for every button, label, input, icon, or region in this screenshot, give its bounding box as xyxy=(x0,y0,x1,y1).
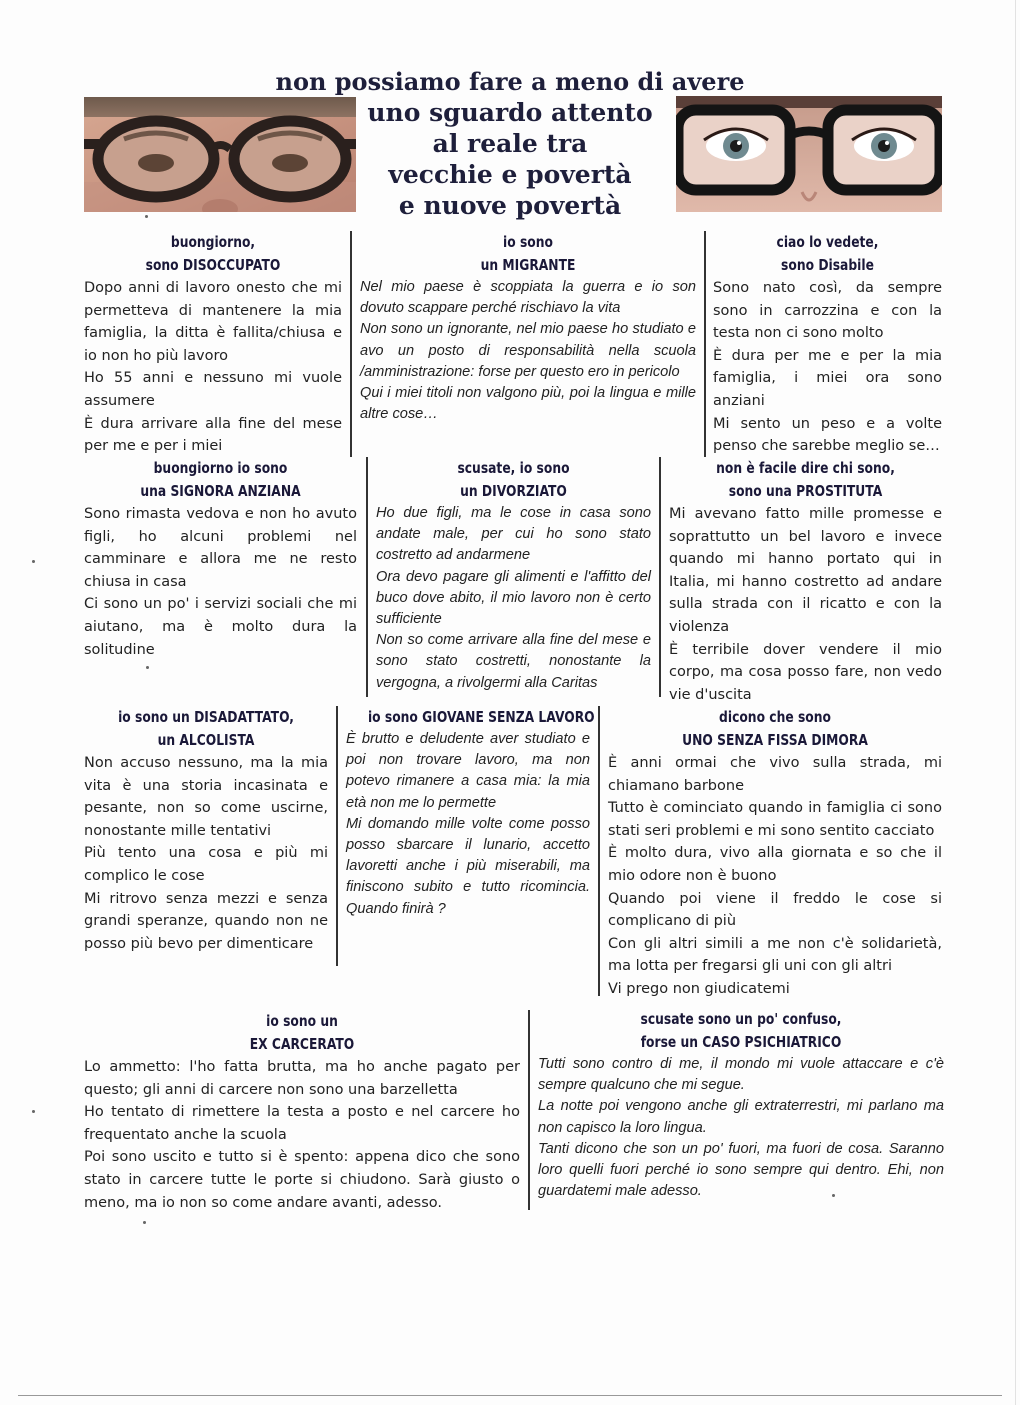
title-line-3: al reale tra xyxy=(432,129,588,158)
card-psichiatrico-head1: scusate sono un po' confuso, xyxy=(640,1010,842,1028)
card-prostituta xyxy=(669,457,942,706)
scan-speck xyxy=(145,215,148,218)
card-giovane-head1: io sono GIOVANE SENZA LAVORO xyxy=(367,708,595,726)
card-anziana-head1: buongiorno io sono xyxy=(153,459,288,477)
scan-speck xyxy=(32,560,35,563)
page-right-edge xyxy=(1015,0,1016,1405)
card-disoccupato-head2: sono DISOCCUPATO xyxy=(145,256,281,274)
card-psichiatrico-head2: forse un CASO PSICHIATRICO xyxy=(640,1033,842,1051)
card-carcerato-head2: EX CARCERATO xyxy=(249,1035,355,1053)
divider xyxy=(528,1010,530,1210)
card-alcolista-text: Non accuso nessuno, ma la mia vita è una storia incasinata e pesante, non so come uscirne, nonostante mille tentativi Più tento una cosa e più mi complico le cose Mi ritrovo senza mezzi e senza grandi speranze, quando non ne posso più bevo per dimenticare xyxy=(84,755,328,952)
card-senzadimora-head1: dicono che sono xyxy=(719,708,831,726)
card-senzadimora-head2: UNO SENZA FISSA DIMORA xyxy=(682,731,868,749)
card-carcerato-head1: io sono un xyxy=(266,1012,338,1030)
card-migrante-text: Nel mio paese è scoppiata la guerra e io son dovuto scappare perché rischiavo la vita Non sono un ignorante, nel mio paese ho studiato e avo un posto di responsabilità nella scuola /amministrazione: forse per questo ero in pericolo Qui i miei titoli non valgono più, poi la lingua e mille altre cose… xyxy=(360,279,696,423)
card-disoccupato xyxy=(84,231,342,458)
scan-speck xyxy=(32,1110,35,1113)
card-divorziato-head2: un DIVORZIATO xyxy=(460,482,567,500)
card-anziana xyxy=(84,457,357,661)
man-glasses-photo xyxy=(84,97,356,212)
man-glasses-image xyxy=(84,97,356,212)
divider xyxy=(704,231,706,457)
card-migrante xyxy=(360,231,696,425)
card-psichiatrico-text: Tutti sono contro di me, il mondo mi vuole attaccare e c'è sempre qualcuno che mi segue. La notte poi vengono anche gli extraterrestri, mi parlano ma non capisco la loro lingua. Tanti dicono che son un po' fuori, ma fuori de cosa. Saranno loro quelli fuori perché io sono sempre qui dentro. Ehi, non guardatemi male adesso. xyxy=(538,1056,944,1200)
card-giovane-text: È brutto e deludente aver studiato e poi non trovare lavoro, ma non potevo rimanere a casa mia: la mia età non me lo permette Mi domando mille volte come posso posso sbarcare il lunario, accetto lavoretti anche i più miserabili, ma finiscono subito e tutto ricomincia. Quando finirà ? xyxy=(346,731,590,917)
card-divorziato-text: Ho due figli, ma le cose in casa sono andate male, per cui ho sono stato costretto ad andarmene Ora devo pagare gli alimenti e l'affitto del buco dove abito, il mio lavoro non è certo sufficiente Non so come arrivare alla fine del mese e sono stato costretti, nonostante la vergogna, a rivolgermi alla Caritas xyxy=(376,505,651,691)
card-divorziato xyxy=(376,457,651,694)
card-migrante-head2: un MIGRANTE xyxy=(480,256,576,274)
scan-speck xyxy=(146,666,149,669)
title-line-5: e nuove povertà xyxy=(398,191,622,220)
divider xyxy=(598,706,600,996)
woman-glasses-photo xyxy=(676,96,942,212)
card-prostituta-text: Mi avevano fatto mille promesse e soprattutto un bel lavoro e invece quando mi hanno portato qui in Italia, mi hanno costretto ad andare sulla strada con il ricatto e con la violenza È terribile dover vendere il mio corpo, ma cosa posso fare, non vedo vie d'uscita xyxy=(669,506,942,703)
card-carcerato xyxy=(84,1010,520,1214)
scan-speck xyxy=(832,1194,835,1197)
divider xyxy=(336,706,338,966)
card-carcerato-text: Lo ammetto: l'ho fatta brutta, ma ho anche pagato per questo; gli anni di carcere non sono una barzelletta Ho tentato di rimettere la testa a posto e nel carcere ho frequentato anche la scuola Poi sono uscito e tutto si è spento: appena dico che sono stato in carcere tutte le porte si chiudono. Sarà giusto o meno, ma io non so come andare avanti, adesso. xyxy=(84,1059,520,1211)
card-senzadimora xyxy=(608,706,942,1001)
card-disabile-head1: ciao lo vedete, xyxy=(776,233,879,251)
divider xyxy=(659,457,661,697)
divider xyxy=(366,457,368,697)
title-line-1: non possiamo fare a meno di avere xyxy=(275,67,745,96)
card-divorziato-head1: scusate, io sono xyxy=(457,459,570,477)
card-disoccupato-text: Dopo anni di lavoro onesto che mi permetteva di mantenere la mia famiglia, la ditta è fallita/chiusa e io non ho più lavoro Ho 55 anni e nessuno mi vuole assumere È dura arrivare alla fine del mese per me e per i miei xyxy=(84,280,342,455)
card-disabile xyxy=(713,231,942,458)
title-line-4: vecchie e povertà xyxy=(388,160,632,189)
card-psichiatrico xyxy=(538,1008,944,1202)
title-line-2: uno sguardo attento xyxy=(367,98,653,127)
page-bottom-edge xyxy=(18,1395,1002,1396)
card-disabile-text: Sono nato così, da sempre sono in carrozzina e con la testa non ci sono molto È dura per me e per la mia famiglia, i miei ora sono anziani Mi sento un peso e a volte penso che sarebbe meglio se… xyxy=(713,280,942,455)
woman-glasses-image xyxy=(676,96,942,212)
card-disoccupato-head1: buongiorno, xyxy=(170,233,256,251)
card-alcolista-head1: io sono un DISADATTATO, xyxy=(118,708,294,726)
card-anziana-text: Sono rimasta vedova e non ho avuto figli, ho alcuni problemi nel camminare e allora me ne resto chiusa in casa Ci sono un po' i servizi sociali che mi aiutano, ma è molto dura la solitudine xyxy=(84,506,357,658)
card-migrante-head1: io sono xyxy=(503,233,553,251)
card-senzadimora-text: È anni ormai che vivo sulla strada, mi chiamano barbone Tutto è cominciato quando in famiglia ci sono stati seri problemi e mi sono sentito cacciato È molto dura, vivo alla giornata e so che il mio odore non è buono Quando poi viene il freddo le cose si complicano di più Con gli altri simili a me non c'è solidarietà, ma lotta per fregarsi gli uni con gli altri Vi prego non giudicatemi xyxy=(608,755,942,997)
divider xyxy=(350,231,352,457)
card-anziana-head2: una SIGNORA ANZIANA xyxy=(140,482,301,500)
card-alcolista-head2: un ALCOLISTA xyxy=(157,731,255,749)
card-prostituta-head2: sono una PROSTITUTA xyxy=(728,482,883,500)
card-alcolista xyxy=(84,706,328,955)
card-disabile-head2: sono Disabile xyxy=(781,256,874,274)
scan-speck xyxy=(143,1221,146,1224)
card-giovane xyxy=(346,706,595,920)
card-prostituta-head1: non è facile dire chi sono, xyxy=(716,459,895,477)
